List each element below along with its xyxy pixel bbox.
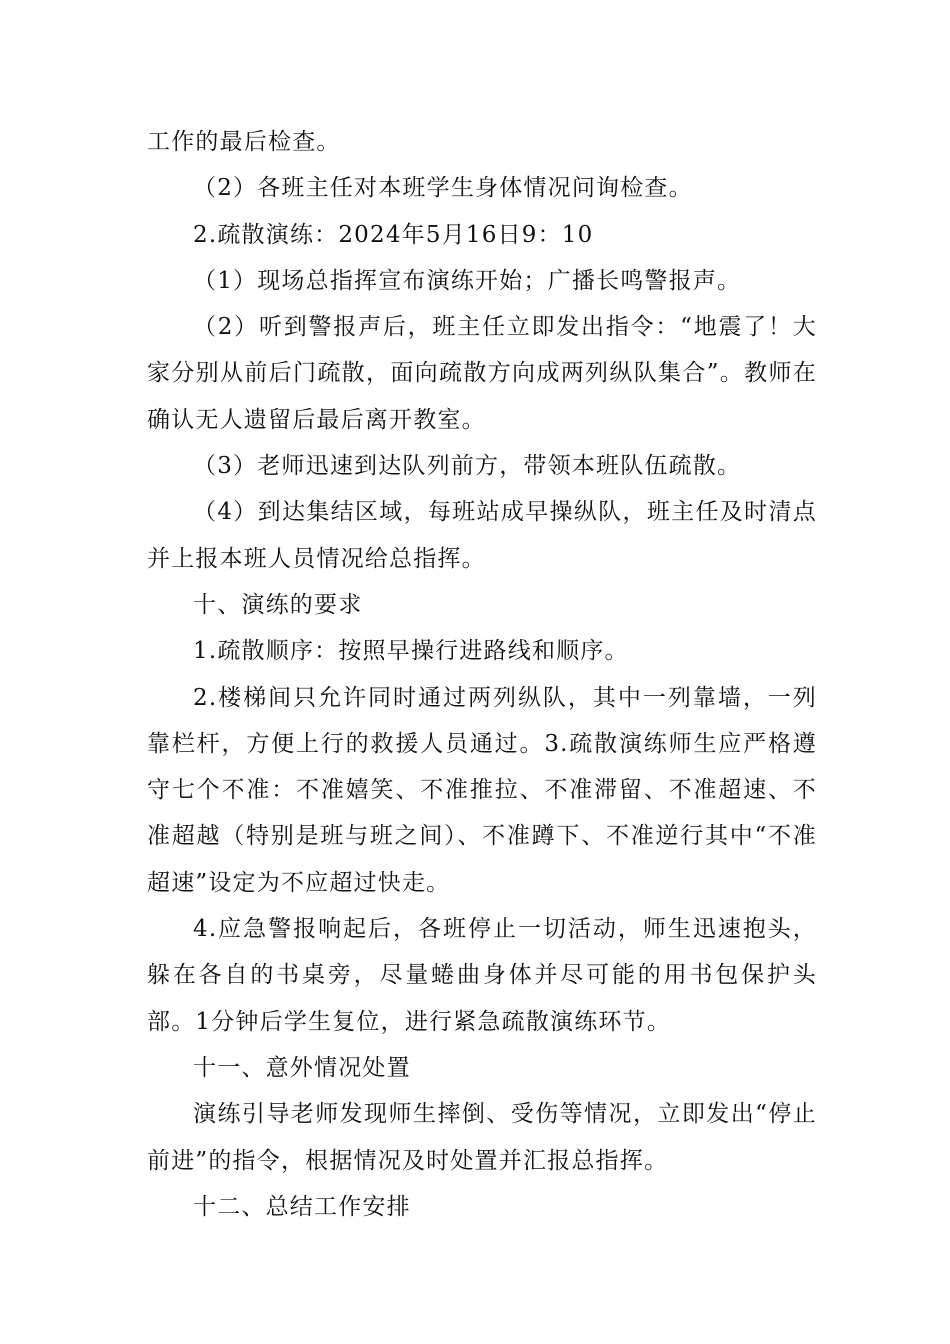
section-heading: 十一、意外情况处置 xyxy=(193,1054,411,1081)
paragraph-item: （2）听到警报声后，班主任立即发出指令：“地震了！大家分别从前后门疏散，面向疏散方向成两列纵队集合”。教师在确认无人遗留后最后离开教室。 xyxy=(147,314,817,433)
section-heading: 十二、总结工作安排 xyxy=(193,1193,411,1220)
paragraph-continuation: 工作的最后检查。 xyxy=(147,129,341,155)
paragraph-item: 4.应急警报响起后，各班停止一切活动，师生迅速抱头，躲在各自的书桌旁，尽量蜷曲身体并尽可能的用书包保护头部。1分钟后学生复位，进行紧急疏散演练环节。 xyxy=(147,916,817,1035)
paragraph-item: （1）现场总指挥宣布演练开始；广播长鸣警报声。 xyxy=(193,267,742,294)
paragraph-item: 2.疏散演练：2024年5月16日9：10 xyxy=(193,221,594,248)
paragraph-item: 2.楼梯间只允许同时通过两列纵队，其中一列靠墙，一列靠栏杆，方便上行的救援人员通过。3.疏散演练师生应严格遵守七个不准：不准嬉笑、不准推拉、不准滞留、不准超速、不准超越（特别是班与班之间）、不准蹲下、不准逆行其中“不准超速”设定为不应超过快走。 xyxy=(147,684,817,896)
paragraph-item: （2）各班主任对本班学生身体情况问询检查。 xyxy=(193,175,693,202)
paragraph-item: （4）到达集结区域，每班站成早操纵队，班主任及时清点并上报本班人员情况给总指挥。 xyxy=(147,499,817,572)
document-body xyxy=(147,119,817,1230)
paragraph-item: （3）老师迅速到达队列前方，带领本班队伍疏散。 xyxy=(193,453,742,480)
paragraph-item: 演练引导老师发现师生摔倒、受伤等情况，立即发出“停止前进”的指令，根据情况及时处置并汇报总指挥。 xyxy=(147,1101,817,1174)
section-heading: 十、演练的要求 xyxy=(193,591,363,618)
paragraph-item: 1.疏散顺序：按照早操行进路线和顺序。 xyxy=(193,638,629,665)
